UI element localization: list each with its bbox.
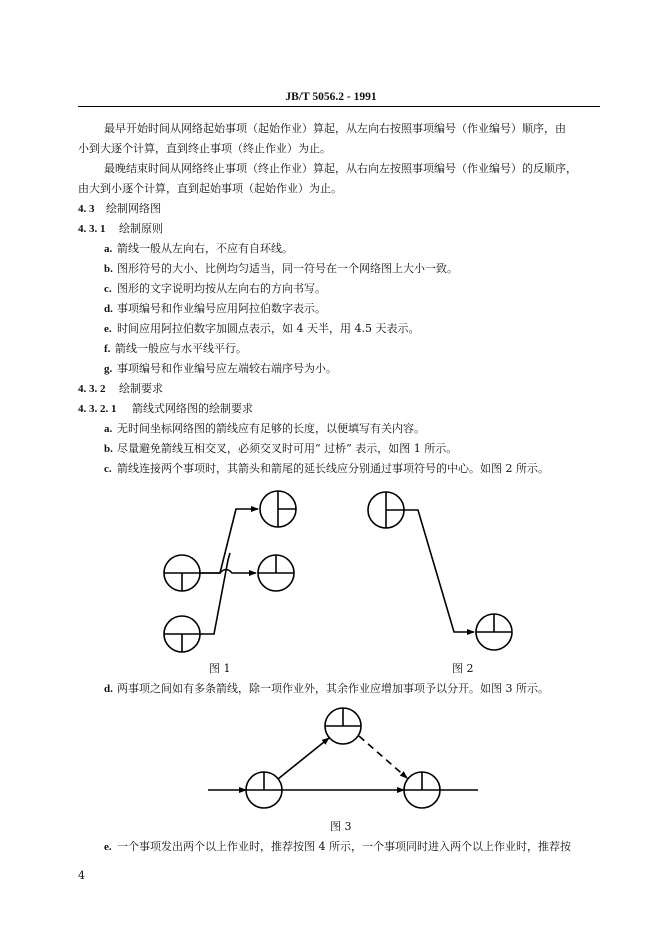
list-item: 箭线连接两个事项时，其箭头和箭尾的延长线应分别通过事项符号的中心。如图 2 所示。 bbox=[117, 462, 549, 475]
event-node bbox=[404, 772, 440, 808]
paragraph-line: 最晚结束时间从网络终止事项（终止作业）算起，从右向左按照事项编号（作业编号）的反顺序， bbox=[104, 162, 577, 175]
document-header: JB/T 5056.2 - 1991 bbox=[285, 91, 377, 103]
event-node bbox=[246, 772, 282, 808]
figure-1-caption: 图 1 bbox=[209, 662, 231, 675]
list-item: 事项编号和作业编号应用阿拉伯数字表示。 bbox=[117, 302, 326, 315]
list-item: 箭线一般应与水平线平行。 bbox=[115, 342, 247, 355]
list-marker: e. bbox=[104, 323, 112, 335]
list-marker: d. bbox=[104, 303, 113, 315]
list-item: 一个事项发出两个以上作业时，推荐按图 4 所示，一个事项同时进入两个以上作业时，推荐按 bbox=[117, 840, 571, 853]
event-node bbox=[325, 708, 361, 744]
paragraph-line: 小到大逐个计算，直到终止事项（终止作业）为止。 bbox=[78, 142, 331, 155]
section-title: 绘制要求 bbox=[119, 382, 163, 395]
list-item: 图形符号的大小、比例均匀适当，同一符号在一个网络图上大小一致。 bbox=[117, 262, 458, 275]
list-item: 事项编号和作业编号应左端较右端序号为小。 bbox=[117, 362, 337, 375]
list-item: 箭线一般从左向右，不应有自环线。 bbox=[117, 242, 293, 255]
list-marker: b. bbox=[104, 263, 113, 275]
list-marker: b. bbox=[104, 443, 113, 455]
list-marker: e. bbox=[104, 841, 112, 853]
paragraph-line: 由大到小逐个计算，直到起始事项（起始作业）为止。 bbox=[78, 182, 342, 195]
section-number: 4. 3 bbox=[78, 203, 95, 215]
figure-2-caption: 图 2 bbox=[452, 662, 474, 675]
list-item: 两事项之间如有多条箭线，除一项作业外，其余作业应增加事项予以分开。如图 3 所示。 bbox=[117, 682, 549, 695]
section-title: 绘制网络图 bbox=[106, 202, 161, 215]
list-item: 无时间坐标网络图的箭线应有足够的长度，以便填写有关内容。 bbox=[117, 422, 425, 435]
list-marker: a. bbox=[104, 243, 113, 255]
list-item: 图形的文字说明均按从左向右的方向书写。 bbox=[117, 282, 326, 295]
list-marker: a. bbox=[104, 423, 113, 435]
section-number: 4. 3. 2 bbox=[78, 383, 106, 395]
section-title: 绘制原则 bbox=[119, 222, 163, 235]
list-item: 时间应用阿拉伯数字加圆点表示，如 4 天半，用 4.5 天表示。 bbox=[117, 322, 420, 335]
paragraph-line: 最早开始时间从网络起始事项（起始作业）算起，从左向右按照事项编号（作业编号）顺序，由 bbox=[104, 122, 566, 135]
arrow-line bbox=[278, 738, 329, 779]
list-marker: c. bbox=[104, 283, 112, 295]
list-marker: f. bbox=[104, 343, 111, 355]
section-number: 4. 3. 2. 1 bbox=[78, 403, 117, 415]
section-title: 箭线式网络图的绘制要求 bbox=[132, 402, 253, 415]
list-marker: g. bbox=[104, 363, 113, 375]
page-number: 4 bbox=[78, 869, 85, 882]
figure-3-caption: 图 3 bbox=[330, 820, 352, 833]
section-number: 4. 3. 1 bbox=[78, 223, 106, 235]
list-item: 尽量避免箭线互相交叉，必须交叉时可用“ 过桥” 表示，如图 1 所示。 bbox=[117, 442, 458, 455]
list-marker: c. bbox=[104, 463, 112, 475]
list-marker: d. bbox=[104, 683, 113, 695]
dashed-arrow-line bbox=[359, 736, 407, 778]
